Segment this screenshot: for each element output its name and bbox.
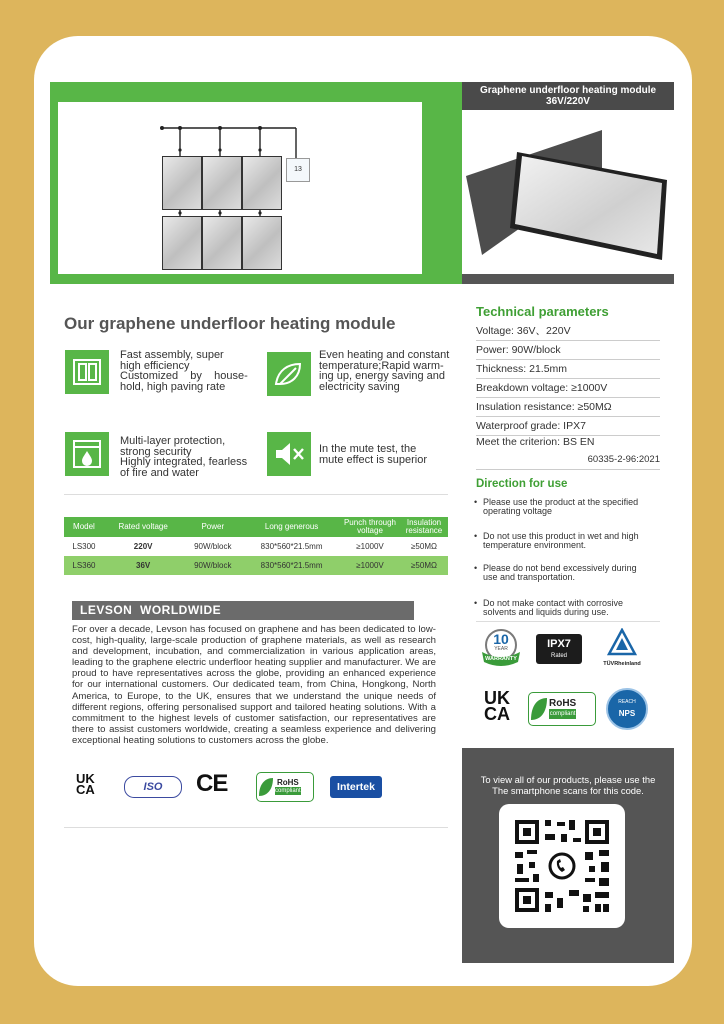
panel-assembly-icon [65,350,109,394]
heating-panel [162,156,202,210]
feature-text [120,350,246,392]
feature-text [319,350,453,392]
direction-line: temperature environment. [483,540,587,550]
criterion-value: 60335-2-96:2021 [587,454,660,465]
table-cell: 220V [133,542,153,551]
column-header: Insulation resistance [400,517,448,537]
feature-line: Fast assembly, super [120,349,224,361]
tuv-badge [596,628,648,668]
table-cell: 90W/block [182,556,243,575]
thermostat-icon [286,158,310,182]
ce-logo: CE [196,770,228,797]
table-cell: 830*560*21.5mm [243,556,340,575]
table-cell: LS300 [72,542,96,551]
direction-line: use and transportation. [483,572,576,582]
water-drop-protection-icon [65,432,109,476]
feature-line: ing up, energy saving and [319,370,445,382]
feature-line: Multi-layer protection, [120,435,226,447]
qr-code-icon [499,804,625,928]
rohs-text: RoHS [549,698,577,709]
product-photo [462,110,674,282]
criterion [476,436,660,470]
tech-param-row: Thickness: 21.5mm [476,360,660,379]
feature-line: Customized by house- [120,370,248,382]
divider [64,827,448,828]
heating-module-illustration [462,110,674,282]
main-title: Our graphene underfloor heating module [64,314,396,333]
direction-line: Do not make contact with corrosive [483,598,624,608]
rohs-logo [256,772,314,802]
rohs-sub: compliant [275,788,301,794]
direction-line: Please use the product at the specified [483,497,639,507]
feature-line: Highly integrated, fearless [120,456,248,468]
ukca-line: UK [76,771,95,786]
qr-code[interactable] [499,804,625,928]
bullet-icon: • [474,598,478,608]
ukca-line: UK [484,688,510,708]
feature-line: mute effect is superior [319,453,428,466]
direction-line: Do not use this product in wet and high [483,531,639,541]
warranty-year: YEAR [494,646,508,652]
leaf-icon [529,696,549,722]
divider [64,494,448,495]
bullet-icon: • [474,531,478,541]
qr-caption [462,774,674,796]
direction-line: solvents and liquids during use. [483,607,609,617]
table-cell: ≥1000V [356,542,384,551]
brochure-page [34,36,692,986]
intertek-logo: Intertek [330,776,382,798]
table-cell: ≥50MΩ [400,556,448,575]
ipx7-text: IPX7 [547,638,571,650]
product-title-line2: 36V/220V [546,96,590,107]
direction-line: operating voltage [483,506,553,516]
ipx7-sub: Rated [550,653,567,659]
rohs-sub: compliant [549,711,576,717]
leaf-icon [257,776,275,798]
iso-logo [124,776,182,798]
reach-badge [606,688,648,730]
feature-line: temperature;Rapid warm- [319,359,444,372]
spec-table [64,517,448,575]
criterion-label: Meet the criterion: BS EN [476,436,595,448]
table-cell: LS360 [64,556,104,575]
direction-item [474,599,664,617]
leaf-icon [267,352,311,396]
feature-text [319,444,453,465]
qr-line: The smartphone scans for this code. [492,785,644,796]
table-cell: 830*560*21.5mm [260,542,323,551]
feature-line: hold, high paving rate [120,380,226,393]
tech-param-row: Voltage: 36V、220V [476,322,660,341]
qr-line: To view all of our products, please use the [480,774,656,785]
table-row [64,556,448,575]
table-cell: ≥50MΩ [411,542,437,551]
warranty-text: WARRANTY [485,656,517,662]
column-header: Rated voltage [104,517,182,537]
product-title-line1: Graphene underfloor heating module [479,85,657,96]
ipx7-badge [536,634,582,664]
ukca-logo [484,690,510,722]
ukca-line: CA [76,782,95,797]
heating-panel [162,216,202,270]
warranty-number: 10 [493,631,509,647]
heating-panel [202,156,242,210]
mute-speaker-icon [267,432,311,476]
column-header: Model [64,517,104,537]
feature-line: electricity saving [319,380,400,393]
ukca-line: CA [484,704,510,724]
technical-title: Technical parameters [476,304,609,319]
direction-line: Please do not bend excessively during [483,563,637,573]
feature-line: strong security [120,445,192,458]
nps-text: NPS [618,709,636,718]
thermostat-readout: 13 [294,166,302,173]
bullet-icon: • [474,497,478,507]
ukca-logo [76,773,95,795]
tech-param-row: Breakdown voltage: ≥1000V [476,379,660,398]
tech-param-row: Insulation resistance: ≥50MΩ [476,398,660,417]
reach-text: REACH [618,699,636,705]
feature-line: high efficiency [120,359,190,372]
table-row [64,537,448,556]
feature-text [120,436,254,478]
direction-item [474,532,664,550]
iso-text: ISO [143,781,163,793]
worldwide-heading: LEVSON WORLDWIDE [72,601,414,620]
column-header: Long generous [243,517,340,537]
divider [476,621,660,622]
heating-panel [202,216,242,270]
photo-bottom-bar [462,274,674,284]
tech-param-row: Waterproof grade: IPX7 [476,417,660,436]
tech-param-row: Power: 90W/block [476,341,660,360]
feature-line: Even heating and constant [319,349,450,361]
rohs-logo [528,692,596,726]
bullet-icon: • [474,563,478,573]
feature-line: In the mute test, the [319,443,417,455]
wiring-diagram [58,102,422,274]
warranty-badge [480,628,522,668]
column-header: Punch through voltage [340,517,400,537]
rohs-text: RoHS [276,778,299,787]
heating-panel [242,216,282,270]
direction-item [474,564,664,582]
direction-title: Direction for use [476,478,568,490]
tuv-text: TÜVRheinland [603,661,641,667]
column-header: Power [182,517,243,537]
product-title-bar [462,82,674,110]
feature-line: of fire and water [120,466,199,479]
table-cell: 90W/block [194,542,232,551]
table-cell: ≥1000V [340,556,400,575]
direction-item [474,498,664,516]
heating-panel [242,156,282,210]
table-cell: 36V [104,556,182,575]
worldwide-body: For over a decade, Levson has focused on graphene and has been dedicated to low-cost, high-quality, large-scale production of graphene materials, as well as research and development, incubation, and commercialization in various application areas, leading to the graphene electric underfloor heating supplier and manufacturer. We are proud to have representatives across the globe, providing an enhanced experience for our international customers. Our dedicated team, from China, Hongkong, North America, to Europe, to the UK, ensures that we understand the unique needs of different regions, offering personalised support and tailored heating solutions. With a commitment to the highest levels of customer satisfaction, our representatives are there to assist customers worldwide, creating a seamless experience and delivering exceptional heating solutions to customers across the globe. [72,624,436,746]
tuv-triangle-icon [607,628,637,656]
